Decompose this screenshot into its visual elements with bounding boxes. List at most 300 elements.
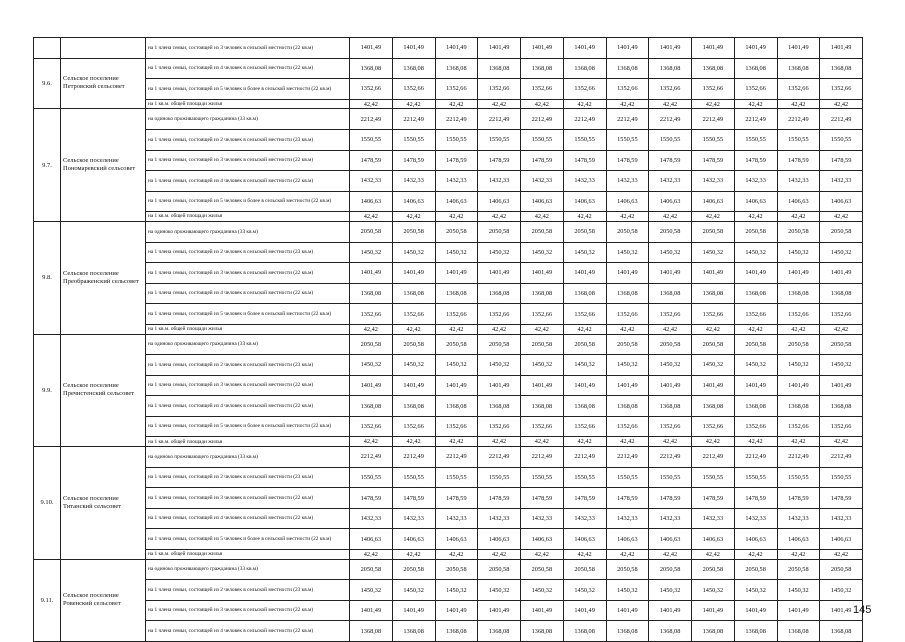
table-row [34,221,863,242]
rate-value: 1550,55 [777,467,820,488]
rate-value: 42,42 [435,212,478,222]
rate-value: 1550,55 [521,467,564,488]
rate-value: 42,42 [563,437,606,447]
rate-value: 1450,32 [521,580,564,601]
rate-value: 1478,59 [350,150,393,171]
rate-value: 1401,49 [435,375,478,396]
settlement-name: Сельское поселение Титанский сельсовет [61,447,146,560]
rate-value: 1368,08 [820,58,863,79]
rate-value: 1478,59 [478,488,521,509]
table-row [34,375,863,396]
rate-value: 1550,55 [563,129,606,150]
rate-value: 42,42 [350,212,393,222]
rate-value: 1450,32 [692,355,735,376]
rate-value: 1478,59 [521,150,564,171]
rate-value: 2050,58 [649,334,692,355]
rate-value: 1401,49 [350,600,393,621]
rate-value: 1401,49 [563,38,606,59]
table-row [34,212,863,222]
rate-value: 42,42 [692,324,735,334]
rate-value: 1406,63 [521,191,564,212]
rate-description: на 1 члена семьи, состоящей из 4 человек в сельской местности (22 кв.м) [146,58,350,79]
table-row [34,283,863,304]
rate-value: 1401,49 [392,600,435,621]
rate-value: 1368,08 [734,621,777,642]
rate-value: 1401,49 [350,38,393,59]
rate-value: 1368,08 [777,58,820,79]
rate-value: 1450,32 [478,580,521,601]
rate-value: 1368,08 [392,621,435,642]
rate-value: 1368,08 [350,396,393,417]
rate-value: 1352,66 [478,304,521,325]
rate-value: 1450,32 [435,355,478,376]
row-number: 9.7. [34,109,61,222]
table-row [34,109,863,130]
rate-description: на 1 кв.м. общей площади жилья [146,550,350,560]
rate-value: 1450,32 [692,580,735,601]
rate-value: 1352,66 [734,416,777,437]
rate-description: на 1 члена семьи, состоящей из 4 человек в сельской местности (22 кв.м) [146,508,350,529]
rate-value: 1432,33 [777,508,820,529]
rate-value: 1401,49 [435,263,478,284]
rate-value: 42,42 [777,550,820,560]
rate-value: 1478,59 [734,488,777,509]
rate-value: 1352,66 [521,79,564,100]
rate-value: 1550,55 [820,129,863,150]
rate-value: 1450,32 [734,355,777,376]
rate-value: 1450,32 [350,242,393,263]
rate-value: 1478,59 [734,150,777,171]
rate-value: 2212,49 [777,447,820,468]
rate-value: 42,42 [734,212,777,222]
rate-value: 1406,63 [606,191,649,212]
rate-value: 1550,55 [435,467,478,488]
rate-value: 1368,08 [777,396,820,417]
rate-value: 1368,08 [435,283,478,304]
table-row [34,304,863,325]
rate-value: 1432,33 [350,171,393,192]
rate-value: 42,42 [350,324,393,334]
table-row [34,191,863,212]
rate-value: 1432,33 [435,508,478,529]
rate-value: 1401,49 [734,600,777,621]
rate-value: 1406,63 [820,529,863,550]
rate-value: 1352,66 [649,79,692,100]
rate-value: 1450,32 [392,355,435,376]
rate-value: 1352,66 [820,304,863,325]
table-row [34,171,863,192]
rate-value: 42,42 [350,99,393,109]
rate-value: 1368,08 [563,396,606,417]
rate-value: 2212,49 [435,447,478,468]
rate-value: 42,42 [521,324,564,334]
table-row [34,38,863,59]
rate-value: 1406,63 [606,529,649,550]
rate-value: 1432,33 [435,171,478,192]
rate-value: 1368,08 [350,283,393,304]
rate-value: 2212,49 [606,447,649,468]
rate-value: 1352,66 [478,79,521,100]
rate-value: 1406,63 [350,191,393,212]
table-row [34,600,863,621]
table-row [34,550,863,560]
rate-value: 1368,08 [777,621,820,642]
rate-value: 1406,63 [777,529,820,550]
rate-value: 42,42 [734,550,777,560]
rate-description: на 1 члена семьи, состоящей из 5 человек и более в сельской местности (22 кв.м) [146,416,350,437]
rate-value: 1550,55 [734,467,777,488]
settlement-name: Сельское поселение Петровский сельсовет [61,58,146,109]
table-row [34,242,863,263]
rate-value: 1368,08 [521,396,564,417]
rate-value: 2050,58 [563,334,606,355]
rate-value: 2050,58 [350,334,393,355]
rate-value: 1550,55 [734,129,777,150]
rate-value: 42,42 [478,437,521,447]
rate-value: 2212,49 [478,109,521,130]
rate-value: 1406,63 [649,191,692,212]
rate-value: 2050,58 [734,334,777,355]
rates-table-body [34,38,863,642]
rate-value: 1368,08 [435,621,478,642]
rate-value: 1352,66 [692,304,735,325]
rate-value: 1401,49 [692,375,735,396]
rate-value: 42,42 [435,99,478,109]
rate-value: 1478,59 [606,150,649,171]
rate-value: 1432,33 [692,508,735,529]
rate-value: 2050,58 [606,221,649,242]
rate-value: 1450,32 [649,355,692,376]
rate-value: 1352,66 [692,79,735,100]
rate-value: 1450,32 [563,580,606,601]
rate-value: 1450,32 [606,242,649,263]
rate-value: 1401,49 [521,263,564,284]
rate-value: 42,42 [435,324,478,334]
rate-value: 1352,66 [478,416,521,437]
rate-description: на 1 члена семьи, состоящей из 2 человек в сельской местности (23 кв.м) [146,355,350,376]
rate-value: 1478,59 [478,150,521,171]
rate-description: на 1 члена семьи, состоящей из 3 человек в сельской местности (22 кв.м) [146,600,350,621]
rate-value: 1401,49 [820,375,863,396]
rate-value: 1450,32 [521,355,564,376]
rate-value: 1368,08 [777,283,820,304]
rate-value: 1401,49 [392,263,435,284]
rate-value: 1352,66 [649,304,692,325]
rate-value: 42,42 [649,550,692,560]
rate-value: 1550,55 [392,467,435,488]
rate-value: 1352,66 [734,79,777,100]
rate-value: 1406,63 [820,191,863,212]
rate-value: 2050,58 [606,559,649,580]
rate-value: 1478,59 [563,150,606,171]
rate-value: 1550,55 [350,467,393,488]
rate-value: 1478,59 [649,150,692,171]
rate-value: 1368,08 [606,58,649,79]
rate-value: 1401,49 [392,375,435,396]
rate-description: на одиноко проживающего гражданина (33 кв.м) [146,221,350,242]
rate-value: 2050,58 [777,221,820,242]
rate-value: 1352,66 [392,304,435,325]
rate-value: 1432,33 [777,171,820,192]
rate-value: 1401,49 [521,375,564,396]
rate-value: 1432,33 [606,508,649,529]
rate-value: 2050,58 [820,334,863,355]
rate-value: 42,42 [606,550,649,560]
settlement-name: Сельское поселение Пречистенский сельсовет [61,334,146,447]
table-row [34,621,863,642]
rate-value: 1450,32 [820,355,863,376]
rate-value: 2212,49 [734,447,777,468]
rate-value: 2212,49 [521,109,564,130]
rate-value: 1401,49 [478,263,521,284]
rate-value: 42,42 [521,550,564,560]
rate-value: 1478,59 [692,488,735,509]
rate-value: 1368,08 [649,396,692,417]
rate-value: 1401,49 [606,38,649,59]
rate-value: 1401,49 [777,38,820,59]
rate-value: 1352,66 [820,79,863,100]
rate-value: 2212,49 [606,109,649,130]
rate-value: 1450,32 [649,242,692,263]
rate-value: 1550,55 [435,129,478,150]
rate-value: 1432,33 [649,171,692,192]
rate-value: 1352,66 [392,416,435,437]
rate-value: 1450,32 [734,580,777,601]
rate-value: 42,42 [350,437,393,447]
rate-value: 1401,49 [649,375,692,396]
rate-value: 2050,58 [734,559,777,580]
rate-value: 1450,32 [606,580,649,601]
row-number: 9.10. [34,447,61,560]
rate-value: 1450,32 [435,242,478,263]
rate-value: 1401,49 [820,600,863,621]
rate-value: 1401,49 [350,375,393,396]
rate-value: 1352,66 [563,416,606,437]
rate-value: 1450,32 [777,580,820,601]
rate-value: 1450,32 [649,580,692,601]
rate-description: на 1 члена семьи, состоящей из 4 человек в сельской местности (22 кв.м) [146,621,350,642]
rate-value: 2212,49 [563,447,606,468]
settlement-name [61,38,146,59]
rate-value: 1368,08 [734,396,777,417]
rate-value: 2212,49 [777,109,820,130]
rate-value: 2050,58 [820,221,863,242]
rate-value: 1401,49 [734,38,777,59]
rate-value: 1352,66 [350,416,393,437]
rate-value: 1368,08 [606,396,649,417]
rate-value: 2050,58 [692,221,735,242]
rate-value: 1550,55 [692,129,735,150]
row-number: 9.9. [34,334,61,447]
rate-value: 1478,59 [606,488,649,509]
table-row [34,58,863,79]
rate-value: 42,42 [777,437,820,447]
rate-value: 1368,08 [734,58,777,79]
rate-value: 42,42 [777,99,820,109]
rate-value: 1432,33 [820,508,863,529]
rate-value: 1450,32 [563,242,606,263]
rate-value: 1401,49 [777,375,820,396]
rate-value: 2212,49 [734,109,777,130]
settlement-name: Сельское поселение Преображенский сельсовет [61,221,146,334]
rate-value: 1368,08 [649,58,692,79]
rate-value: 2212,49 [435,109,478,130]
rate-value: 1401,49 [606,263,649,284]
rate-value: 1550,55 [777,129,820,150]
rate-value: 42,42 [734,324,777,334]
rate-value: 2050,58 [392,221,435,242]
rate-value: 42,42 [478,550,521,560]
row-number [34,38,61,59]
rate-value: 1352,66 [435,416,478,437]
rate-value: 1401,49 [734,263,777,284]
table-row [34,529,863,550]
rate-value: 1406,63 [435,191,478,212]
rate-value: 42,42 [521,437,564,447]
rate-value: 2212,49 [649,109,692,130]
rate-value: 42,42 [563,99,606,109]
settlement-name: Сельское поселение Пономаревский сельсовет [61,109,146,222]
rates-table [33,37,863,642]
rate-value: 2212,49 [350,447,393,468]
rate-value: 1401,49 [777,263,820,284]
rate-value: 42,42 [734,99,777,109]
rate-value: 2050,58 [563,221,606,242]
rate-description: на одиноко проживающего гражданина (33 кв.м) [146,559,350,580]
rate-value: 1406,63 [563,529,606,550]
rate-value: 1406,63 [649,529,692,550]
rate-value: 1432,33 [478,508,521,529]
rate-value: 1352,66 [563,79,606,100]
rate-value: 1550,55 [606,129,649,150]
rate-value: 42,42 [820,324,863,334]
page-number: 145 [853,604,872,616]
rate-value: 1368,08 [606,621,649,642]
document-sheet [33,37,863,642]
rate-description: на 1 кв.м. общей площади жилья [146,437,350,447]
rate-value: 1406,63 [392,529,435,550]
rate-value: 1401,49 [521,38,564,59]
rate-value: 1368,08 [435,58,478,79]
rate-value: 1550,55 [392,129,435,150]
rate-value: 2212,49 [392,447,435,468]
rate-value: 1450,32 [478,242,521,263]
rate-value: 1401,49 [692,600,735,621]
rate-value: 1352,66 [521,304,564,325]
rate-value: 1432,33 [478,171,521,192]
rate-value: 1368,08 [649,283,692,304]
rate-value: 1401,49 [820,263,863,284]
rate-description: на 1 члена семьи, состоящей из 3 человек в сельской местности (22 кв.м) [146,263,350,284]
rate-value: 2212,49 [521,447,564,468]
table-row [34,467,863,488]
rate-description: на 1 члена семьи, состоящей из 5 человек и более в сельской местности (22 кв.м) [146,529,350,550]
rate-description: на 1 кв.м. общей площади жилья [146,212,350,222]
rate-value: 1432,33 [350,508,393,529]
rate-description: на 1 кв.м. общей площади жилья [146,99,350,109]
rate-value: 42,42 [606,212,649,222]
rate-value: 2050,58 [521,221,564,242]
rate-value: 1352,66 [692,416,735,437]
rate-value: 1352,66 [392,79,435,100]
rate-value: 1401,49 [649,38,692,59]
rate-value: 2212,49 [692,447,735,468]
rate-value: 2050,58 [478,221,521,242]
rate-value: 1368,08 [478,283,521,304]
rate-description: на 1 члена семьи, состоящей из 4 человек в сельской местности (22 кв.м) [146,396,350,417]
rate-value: 1352,66 [820,416,863,437]
rate-value: 2050,58 [692,559,735,580]
rate-value: 2050,58 [777,559,820,580]
rate-value: 1368,08 [692,621,735,642]
rate-value: 1406,63 [521,529,564,550]
rate-value: 1368,08 [435,396,478,417]
rate-value: 2050,58 [478,334,521,355]
rate-value: 42,42 [435,437,478,447]
rate-value: 1406,63 [734,529,777,550]
rate-value: 1450,32 [392,242,435,263]
rate-value: 1478,59 [435,150,478,171]
rate-value: 1550,55 [606,467,649,488]
rate-value: 2212,49 [563,109,606,130]
rate-value: 1352,66 [606,416,649,437]
rate-value: 1450,32 [435,580,478,601]
rate-value: 1450,32 [692,242,735,263]
rate-value: 1550,55 [563,467,606,488]
row-number: 9.8. [34,221,61,334]
table-row [34,334,863,355]
rate-value: 1406,63 [435,529,478,550]
rate-value: 1450,32 [777,355,820,376]
rate-value: 1368,08 [392,58,435,79]
rate-value: 1352,66 [734,304,777,325]
rate-value: 1432,33 [392,508,435,529]
rate-value: 2050,58 [435,334,478,355]
rate-value: 42,42 [820,437,863,447]
table-row [34,396,863,417]
rate-value: 1368,08 [350,58,393,79]
rate-value: 1401,49 [392,38,435,59]
rate-value: 1478,59 [649,488,692,509]
rate-value: 1401,49 [478,38,521,59]
rate-value: 42,42 [521,99,564,109]
rate-value: 42,42 [606,324,649,334]
rate-value: 42,42 [692,437,735,447]
rate-value: 1432,33 [563,171,606,192]
rate-value: 1432,33 [692,171,735,192]
rate-value: 1432,33 [820,171,863,192]
rate-value: 1450,32 [350,580,393,601]
rate-value: 1450,32 [478,355,521,376]
row-number: 9.11. [34,559,61,641]
settlement-name: Сельское поселение Ровенский сельсовет [61,559,146,641]
rate-value: 42,42 [392,99,435,109]
rate-value: 42,42 [478,99,521,109]
rate-value: 1401,49 [478,600,521,621]
rate-value: 42,42 [692,550,735,560]
rate-value: 2050,58 [820,559,863,580]
rate-value: 1368,08 [521,58,564,79]
rate-value: 2212,49 [820,109,863,130]
rate-value: 1406,63 [478,191,521,212]
table-row [34,416,863,437]
rate-value: 42,42 [350,550,393,560]
rate-value: 1368,08 [734,283,777,304]
rate-value: 1401,49 [435,600,478,621]
rate-value: 2212,49 [392,109,435,130]
rate-value: 1450,32 [777,242,820,263]
rate-value: 42,42 [392,324,435,334]
